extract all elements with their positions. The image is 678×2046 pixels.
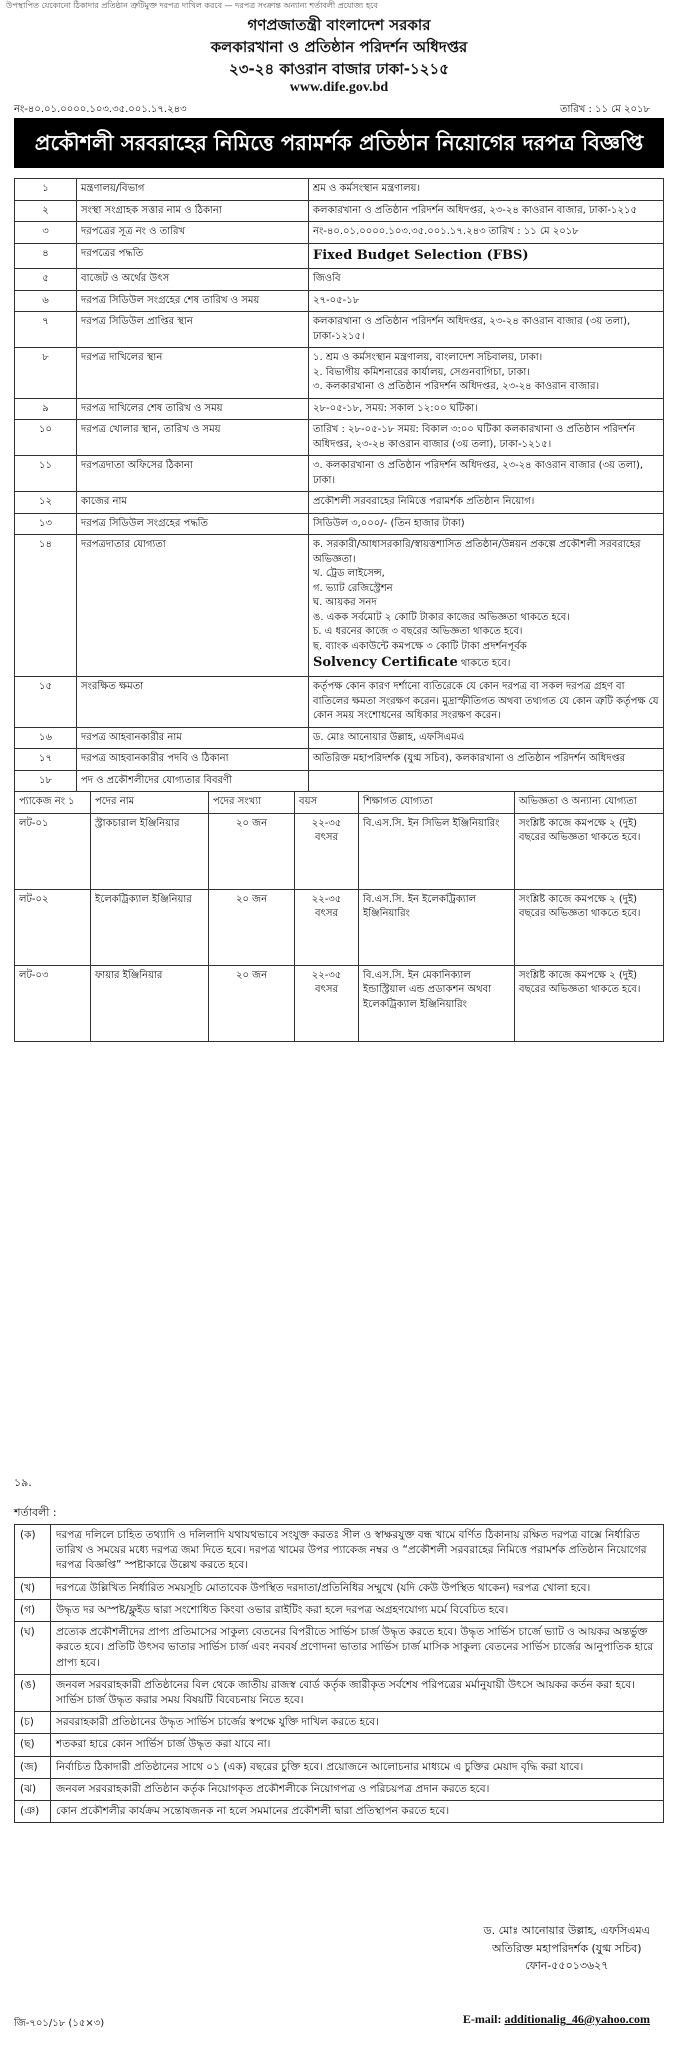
detail-row [15,492,664,514]
row-value-text: ক. সরকারী/আধাসরকারি/স্বায়ত্তশাসিত প্রতিষ্ঠান/উন্নয়ন প্রকল্পে প্রকৌশলী সরবরাহের অভিজ্ঞতা। খ. ট্রেড লাইসেন্স, গ. ভ্যাট রেজিস্ট্রেশন ঘ. আয়কর সনদ ঙ. একক সর্বমোট ২ কোটি টাকার কাজের অভিজ্ঞতা থাকতে হবে। চ. এ ধরনের কাজে ৩ বছরের অভিজ্ঞতা থাকতে হবে। ছ. ব্যাংক একাউন্টে কমপক্ষে ৩ কোটি টাকা প্রদর্শনপূর্বক [313,539,641,652]
row-value [309,535,664,677]
row-number: ১০ [15,420,77,456]
condition-row [15,1778,664,1800]
header-address: ২৩-২৪ কাওরান বাজার ঢাকা-১২১৫ [229,60,449,78]
row-number: ১৮ [15,770,77,792]
email-link[interactable]: additionalig_46@yahoo.com [504,2012,650,2026]
row-value-text: জিওবি [313,273,341,285]
row-value-text: কলকারখানা ও প্রতিষ্ঠান পরিদর্শন অধিদপ্তর, ২৩-২৪ কাওরান বাজার (৩য় তলা), ঢাকা-১২১৫। [313,316,631,342]
detail-row [15,398,664,420]
detail-row [15,420,664,456]
row-value [309,243,664,269]
row-label: দরপত্র আহবানকারীর পদবি ও ঠিকানা [77,749,309,771]
row-value-text: কর্তৃপক্ষ কোন কারণ দর্শানো ব্যতিরেকে যে কোন দরপত্র বা সকল দরপত্র গ্রহণ বা বাতিলের ক্ষমতা সংরক্ষণ করেন। মুদ্রাস্ফীতিগত অথবা তথ্যগত যে কোন ত্রুটি কর্তৃপক্ষ যে কোন সময় সংশোধনের অধিকার সংরক্ষণ করেন। [313,681,659,722]
row-label: কাজের নাম [77,492,309,514]
lots-header-cell: অভিজ্ঞতা ও অন্যান্য যোগ্যতা [515,792,664,814]
lot-cell: ২০ জন [209,889,295,965]
row-number: ১১ [15,456,77,492]
lot-cell: বি.এস.সি. ইন সিভিল ইঞ্জিনিয়ারিং [359,813,515,889]
condition-text: নির্বাচিত ঠিকাদারী প্রতিষ্ঠানের সাথে ০১ (এক) বছরের চুক্তি হবে। প্রয়োজনে আলোচনার মাধ্যমে এ চুক্তির মেয়াদ বৃদ্ধি করা যাবে। [51,1756,664,1778]
condition-key: (ঝ) [15,1778,51,1800]
row-value-text: ২৮-০৫-১৮, সময়: সকাল ১২:০০ ঘটিকা। [313,402,478,414]
row-value-text: তারিখ : ২৮-০৫-১৮ সময়: বিকাল ৩:০০ ঘটিকা কলকারখানা ও প্রতিষ্ঠান পরিদর্শন অধিদপ্তর, ২৩-২৪ কাওরান বাজার (৩য় তলা), ঢাকা-১২১৫। [313,424,636,450]
detail-row [15,222,664,244]
lot-cell: ২২-৩৫ বৎসর [295,813,359,889]
top-strip-text: উপস্থাপিত যেকোনো ঠিকাদার প্রতিষ্ঠান ত্রুটিমুক্ত দরপত্র দাখিল করবে — দরপত্র সংক্রান্ত অন্যান্য শর্তাবলী প্রযোজ্য হবে [6,1,378,10]
condition-row [15,1734,664,1756]
row-value [309,312,664,348]
lot-row [15,813,664,889]
lot-cell: ২২-৩৫ বৎসর [295,889,359,965]
lots-header-cell: বয়স [295,792,359,814]
lot-cell: বি.এস.সি. ইন মেকানিক্যাল ইন্ডাস্ট্রিয়াল এন্ড প্রডাকশন অথবা ইলেকট্রিক্যাল ইঞ্জিনিয়ারিং [359,965,515,1041]
condition-key: (চ) [15,1712,51,1734]
row-number: ১৭ [15,749,77,771]
condition-text: শতকরা হারে কোন সার্ভিস চার্জ উদ্ধৃত করা যাবে না। [51,1734,664,1756]
row-value-text: ২৭-০৫-১৮ [313,294,360,306]
detail-row [15,290,664,312]
signatory-title: অতিরিক্ত মহাপরিদর্শক (যুগ্ম সচিব) [491,1941,642,1955]
row-value [309,677,664,728]
condition-text: দরপত্রে উল্লিখিত নির্ধারিত সময়সূচি মোতাবেক উপস্থিত দরদাতা/প্রতিনিধির সম্মুখে (যদি কেউ উপস্থিত থাকেন) দরপত্র খোলা হবে। [51,1577,664,1599]
lots-header-cell: পদের নাম [91,792,209,814]
header-department: কলকারখানা ও প্রতিষ্ঠান পরিদর্শন অধিদপ্তর [210,38,468,56]
conditions-title: শর্তাবলী : [14,1506,57,1519]
row-label: দরপত্র সিডিউল প্রাপ্তির স্থান [77,312,309,348]
row-value-text: প্রকৌশলী সরবরাহের নিমিত্তে পরামর্শক প্রতিষ্ঠান নিয়োগ। [313,496,535,508]
lot-cell: সংশ্লিষ্ট কাজে কমপক্ষে ২ (দুই) বছরের অভিজ্ঞতা থাকতে হবে। [515,813,664,889]
lot-cell: লট-০১ [15,813,91,889]
row-label: দরপত্রের পদ্ধতি [77,243,309,269]
row-number: ১ [15,179,77,201]
row-number: ৬ [15,290,77,312]
signatory-phone: ফোন-৫৫০১৩৬২৭ [525,1959,609,1973]
row-label: দরপত্র খোলার স্থান, তারিখ ও সময় [77,420,309,456]
row-value [309,492,664,514]
row-value [309,749,664,771]
item-19-number: ১৯. [14,1476,32,1489]
condition-row [15,1525,664,1578]
condition-text: সরবরাহকারী প্রতিষ্ঠানের উদ্ধৃত সার্ভিস চার্জের স্বপক্ষে যুক্তি দাখিল করতে হবে। [51,1712,664,1734]
row-value [309,179,664,201]
condition-key: (ছ) [15,1734,51,1756]
row-value [309,348,664,399]
row-value [309,513,664,535]
row-label: সংরক্ষিত ক্ষমতা [77,677,309,728]
row-value-text: অতিরিক্ত মহাপরিদর্শক (যুগ্ম সচিব), কলকারখানা ও প্রতিষ্ঠান পরিদর্শন অধিদপ্তর [313,753,626,765]
condition-key: (ঘ) [15,1622,51,1675]
row-value [309,456,664,492]
tender-details-table [14,178,664,792]
row-number: ৯ [15,398,77,420]
lot-row [15,965,664,1041]
lot-cell: সংশ্লিষ্ট কাজে কমপক্ষে ২ (দুই) বছরের অভিজ্ঞতা থাকতে হবে। [515,965,664,1041]
condition-text: দরপত্র দলিলে চাহিত তথ্যাদি ও দলিলাদি যথাযথভাবে সংযুক্ত করতঃ সীল ও স্বাক্ষরযুক্ত বন্ধ খামে বর্ণিত ঠিকানায় রক্ষিত দরপত্র বাক্সে নির্ধারিত তারিখ ও সময়ের মধ্যে দরপত্র জমা দিতে হবে। দরপত্র খামের উপর প্যাকেজ নম্বর ও “প্রকৌশলী সরবরাহের নিমিত্তে পরামর্শক প্রতিষ্ঠান নিয়োগের দরপত্র বিজ্ঞপ্তি” স্পষ্টাকারে উল্লেখ করতে হবে। [51,1525,664,1578]
lot-cell: ২০ জন [209,813,295,889]
condition-text: উদ্ধৃত দর অস্পষ্ট/ফ্লুইড দ্বারা সংশোধিত কিংবা ওভার রাইটিং করা হলে দরপত্র অগ্রহণযোগ্য মর্মে বিবেচিত হবে। [51,1599,664,1621]
lots-header-cell: প্যাকেজ নং ১ [15,792,91,814]
row-label: পদ ও প্রকৌশলীদের যোগ্যতার বিবরণী [77,770,309,792]
row-number: ২ [15,200,77,222]
memo-date: তারিখ : ১১ মে ২০১৮ [560,104,650,115]
detail-row [15,727,664,749]
row-number: ১২ [15,492,77,514]
lot-cell: ফায়ার ইঞ্জিনিয়ার [91,965,209,1041]
row-value-text: নং-৪০.০১.০০০০.১০৩.৩৫.০০১.১৭.২৪৩ তারিখ : ১১ মে ২০১৮ [313,226,579,237]
lots-table [14,791,664,1042]
lot-cell: ২২-৩৫ বৎসর [295,965,359,1041]
lot-cell: লট-০৩ [15,965,91,1041]
lots-header-cell: পদের সংখ্যা [209,792,295,814]
condition-key: (ঙ) [15,1674,51,1711]
row-number: ৪ [15,243,77,269]
header-website[interactable]: www.dife.gov.bd [289,80,389,95]
detail-row [15,770,664,792]
row-value [309,222,664,244]
row-number: ১৫ [15,677,77,728]
row-value-tail: থাকতে হবে। [457,658,511,670]
detail-row [15,179,664,201]
row-label: দরপত্র সিডিউল সংগ্রহের পদ্ধতি [77,513,309,535]
notice-title-banner: প্রকৌশলী সরবরাহের নিমিত্তে পরামর্শক প্রতিষ্ঠান নিয়োগের দরপত্র বিজ্ঞপ্তি [14,118,664,168]
row-number: ৫ [15,269,77,291]
detail-row [15,535,664,677]
detail-row [15,749,664,771]
condition-row [15,1801,664,1823]
header-government: গণপ্রজাতন্ত্রী বাংলাদেশ সরকার [247,16,431,34]
row-label: দরপত্র দাখিলের স্থান [77,348,309,399]
row-label: দরপত্রদাতা অফিসের ঠিকানা [77,456,309,492]
condition-row [15,1622,664,1675]
detail-row [15,677,664,728]
footer-email [463,2012,650,2027]
conditions-table [14,1524,664,1823]
condition-row [15,1756,664,1778]
detail-row [15,456,664,492]
solvency-certificate-text: Solvency Certificate [313,655,458,671]
row-number: ৭ [15,312,77,348]
detail-row [15,200,664,222]
condition-text: জনবল সরবরাহকারী প্রতিষ্ঠানের বিল থেকে জাতীয় রাজস্ব বোর্ড কর্তৃক জারীকৃত সর্বশেষ পরিপত্রের মর্মানুযায়ী উৎসে আয়কর কর্তন করা হবে। সার্ভিস চার্জ উদ্ধৃত করার সময় বিষয়টি বিবেচনায় নিতে হবে। [51,1674,664,1711]
condition-row [15,1712,664,1734]
signature-block [484,1922,650,1975]
detail-row [15,243,664,269]
row-number: ১৪ [15,535,77,677]
row-number: ১৬ [15,727,77,749]
condition-key: (খ) [15,1577,51,1599]
row-value-text: ৩. কলকারখানা ও প্রতিষ্ঠান পরিদর্শন অধিদপ্তর, ২৩-২৪ কাওরান বাজার (৩য় তলা), ঢাকা। [313,460,644,486]
row-label: দরপত্রদাতার যোগ্যতা [77,535,309,677]
condition-key: (জ) [15,1756,51,1778]
condition-key: (গ) [15,1599,51,1621]
row-value [309,727,664,749]
row-number: ১৩ [15,513,77,535]
condition-text: কোন প্রকৌশলীর কার্যক্রম সন্তোষজনক না হলে সমমানের প্রকৌশলী দ্বারা প্রতিস্থাপন করতে হবে। [51,1801,664,1823]
row-label: দরপত্র সিডিউল সংগ্রহের শেষ তারিখ ও সময় [77,290,309,312]
condition-text: জনবল সরবরাহকারী প্রতিষ্ঠান কর্তৃক নিয়োগকৃত প্রকৌশলীকে নিয়োগপত্র ও পরিচয়পত্র প্রদান করতে হবে। [51,1778,664,1800]
detail-row [15,269,664,291]
lots-header-cell: শিক্ষাগত যোগ্যতা [359,792,515,814]
row-value-text: শ্রম ও কর্মসংস্থান মন্ত্রণালয়। [313,183,421,194]
row-value [309,770,664,792]
detail-row [15,348,664,399]
lot-cell: সংশ্লিষ্ট কাজে কমপক্ষে ২ (দুই) বছরের অভিজ্ঞতা থাকতে হবে। [515,889,664,965]
row-value [309,290,664,312]
row-value-text: ড. মোঃ আনোয়ার উল্লাহ, এফসিএমএ [313,731,465,743]
row-label: দরপত্রের সূত্র নং ও তারিখ [77,222,309,244]
detail-row [15,312,664,348]
condition-row [15,1577,664,1599]
row-value [309,398,664,420]
row-value-text: ১. শ্রম ও কর্মসংস্থান মন্ত্রণালয়, বাংলাদেশ সচিবালয়, ঢাকা। ২. বিভাগীয় কমিশনারের কার্যালয়, সেগুনবাগিচা, ঢাকা। ৩. কলকারখানা ও প্রতিষ্ঠান পরিদর্শন অধিদপ্তর, ২৩-২৪ কাওরান বাজার। [313,352,600,393]
condition-text: প্রত্যেক প্রকৌশলীদের প্রাপ্য প্রতিমাসের সাকুল্য বেতনের বিপরীতে সার্ভিস চার্জ উদ্ধৃত করতে হবে। উদ্ধৃত সার্ভিস চার্জে ভ্যাট ও আয়কর অন্তর্ভুক্ত করতে হবে। প্রতিটি উৎসব ভাতার সার্ভিস চার্জ এবং নববর্ষ প্রণোদনা ভাতার সার্ভিস চার্জ মাসিক সাকুল্য বেতনের সার্ভিস চার্জের আনুপাতিক হারে প্রাপ্য হবে। [51,1622,664,1675]
row-number: ৩ [15,222,77,244]
lot-cell: বি.এস.সি. ইন ইলেকট্রিক্যাল ইঞ্জিনিয়ারিং [359,889,515,965]
row-label: মন্ত্রণালয়/বিভাগ [77,179,309,201]
memo-number: নং-৪০.০১.০০০০.১০৩.৩৫.০০১.১৭.২৪৩ [14,104,187,115]
lot-cell: ইলেকট্রিক্যাল ইঞ্জিনিয়ার [91,889,209,965]
lot-cell: স্ট্রাকচারাল ইঞ্জিনিয়ার [91,813,209,889]
lot-cell: লট-০২ [15,889,91,965]
row-label: দরপত্র দাখিলের শেষ তারিখ ও সময় [77,398,309,420]
row-value [309,200,664,222]
lot-row [15,889,664,965]
lot-cell: ২০ জন [209,965,295,1041]
row-value [309,269,664,291]
condition-key: (ঞ) [15,1801,51,1823]
signatory-name: ড. মোঃ আনোয়ার উল্লাহ, এফসিএমএ [483,1924,650,1937]
row-label: বাজেট ও অর্থের উৎস [77,269,309,291]
condition-key: (ক) [15,1525,51,1578]
row-value-text: Fixed Budget Selection (FBS) [313,247,529,263]
row-number: ৮ [15,348,77,399]
detail-row [15,513,664,535]
row-value-text: সিডিউল ৩,০০০/- (তিন হাজার টাকা) [313,517,465,529]
condition-row [15,1674,664,1711]
row-value [309,420,664,456]
row-label: দরপত্র আহবানকারীর নাম [77,727,309,749]
row-value-text: কলকারখানা ও প্রতিষ্ঠান পরিদর্শন অধিদপ্তর, ২৩-২৪ কাওরান বাজার, ঢাকা-১২১৫ [313,204,637,216]
row-label: সংস্থা সংগ্রাহক সত্তার নাম ও ঠিকানা [77,200,309,222]
condition-row [15,1599,664,1621]
email-label: E-mail: [462,2012,505,2026]
footer-code: জি-৭০১/১৮ (১৫×৩) [14,2018,105,2029]
